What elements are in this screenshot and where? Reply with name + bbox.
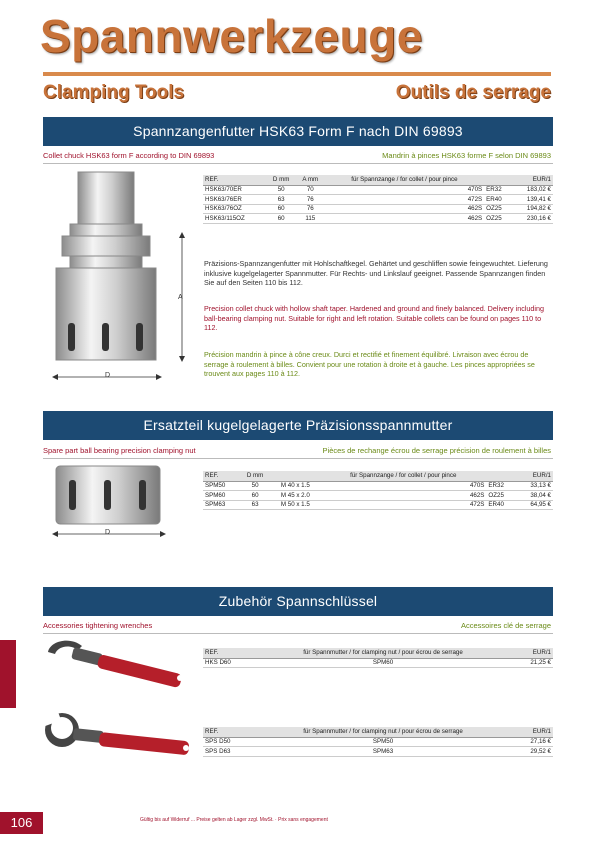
section-sub-en: Spare part ball bearing precision clamping nut [43, 446, 196, 455]
chapter-side-tab [0, 640, 16, 708]
subtitle-fr: Outils de serrage [395, 82, 551, 103]
open-wrench-image [40, 710, 200, 764]
page-number: 106 [0, 812, 43, 834]
section-rule [43, 163, 553, 164]
open-wrench-table [203, 727, 553, 757]
th-price: EUR/1 [493, 648, 553, 658]
th-price: EUR/1 [516, 471, 553, 481]
section-banner-collet-chuck: Spannzangenfutter HSK63 Form F nach DIN 69893 [43, 117, 553, 146]
th-d: D mm [266, 175, 296, 185]
description-en: Precision collet chuck with hollow shaft taper. Hardened and ground and finely balanced. Delivery including ball-bearing clamping nut. Suitable for right and left rotation. Suitable collets can be found on pages 110 to 112. [204, 304, 545, 333]
dimension-d-label: D [105, 372, 111, 379]
th-ref: REF. [203, 648, 273, 658]
section-banner-wrenches: Zubehör Spannschlüssel [43, 587, 553, 616]
th-ref: REF. [203, 471, 240, 481]
th-blank [484, 175, 512, 185]
table-row: SPM50 50 M 40 x 1.5 470S ER32 33,13 € [205, 482, 551, 490]
th-blank [486, 471, 515, 481]
th-nut: für Spannmutter / for clamping nut / pour écrou de serrage [273, 648, 493, 658]
th-nut: für Spannmutter / for clamping nut / pour écrou de serrage [273, 727, 493, 737]
section-rule [43, 458, 553, 459]
th-price: EUR/1 [512, 175, 553, 185]
table-row: SPM63 63 M 50 x 1.5 472S ER40 64,95 € [205, 501, 551, 509]
section-sub-en: Collet chuck HSK63 form F according to DIN 69893 [43, 151, 215, 160]
section-rule [43, 633, 553, 634]
description-fr: Précision mandrin à pince à cône creux. Durci et rectifié et finement équilibré. Livraison avec écrou de serrage à roulement à billes. Convient pour une rotation à droite et à gauche. Les pinces appropriées se trouvent aux pages 110 à 112. [204, 350, 535, 379]
footer-note: Gültig bis auf Widerruf ... Preise gelten ab Lager zzgl. MwSt. · Prix sans engagement [140, 817, 328, 823]
hook-wrench-table [203, 648, 553, 668]
section-sub-en: Accessories tightening wrenches [43, 621, 153, 630]
table-row: HKS D60 SPM60 21,25 € [205, 659, 551, 667]
table-row: SPS D50 SPM50 27,16 € [205, 738, 551, 746]
clamping-nut-table [203, 471, 553, 510]
collet-chuck-table [203, 175, 553, 224]
th-ref: REF. [203, 175, 266, 185]
section-sub-fr: Mandrin à pinces HSK63 forme F selon DIN 69893 [382, 151, 551, 160]
section-sub-fr: Accessoires clé de serrage [460, 621, 551, 630]
dimension-a-label: A [178, 294, 183, 301]
table-row: HSK63/76ER 63 76 472S ER40 139,41 € [205, 195, 551, 203]
section-banner-clamping-nut: Ersatzteil kugelgelagerte Präzisionsspannmutter [43, 411, 553, 440]
th-a: A mm [296, 175, 325, 185]
title-rule [43, 72, 551, 76]
th-collet: für Spannzange / for collet / pour pince [325, 175, 485, 185]
section-sub-fr: Pièces de rechange écrou de serrage précision de roulement à billes [322, 446, 551, 455]
th-ref: REF. [203, 727, 273, 737]
page-title: Spannwerkzeuge [40, 10, 423, 62]
table-row: HSK63/76OZ 60 76 462S OZ25 194,82 € [205, 205, 551, 213]
dimension-d-label: D [105, 529, 111, 536]
th-d: D mm [240, 471, 271, 481]
th-price: EUR/1 [493, 727, 553, 737]
subtitle-en: Clamping Tools [43, 82, 185, 103]
table-row: HSK63/70ER 50 70 470S ER32 183,02 € [205, 186, 551, 194]
th-thread [271, 471, 321, 481]
collet-chuck-image [40, 168, 200, 383]
table-row: HSK63/115OZ 60 115 462S OZ25 230,16 € [205, 214, 551, 222]
hook-wrench-image [40, 638, 200, 688]
description-de: Präzisions-Spannzangenfutter mit Hohlschaftkegel. Gehärtet und geschliffen sowie feingewuchtet. Lieferung inklusive kugelgelagerter Spannmutter. Für Rechts- und Linkslauf geeignet. Passende Spannzangen finden Sie auf den Seiten 110 bis 112. [204, 259, 548, 288]
table-row: SPS D63 SPM63 29,52 € [205, 747, 551, 755]
th-collet: für Spannzange / for collet / pour pince [320, 471, 486, 481]
table-row: SPM60 60 M 45 x 2.0 462S OZ25 38,04 € [205, 491, 551, 499]
